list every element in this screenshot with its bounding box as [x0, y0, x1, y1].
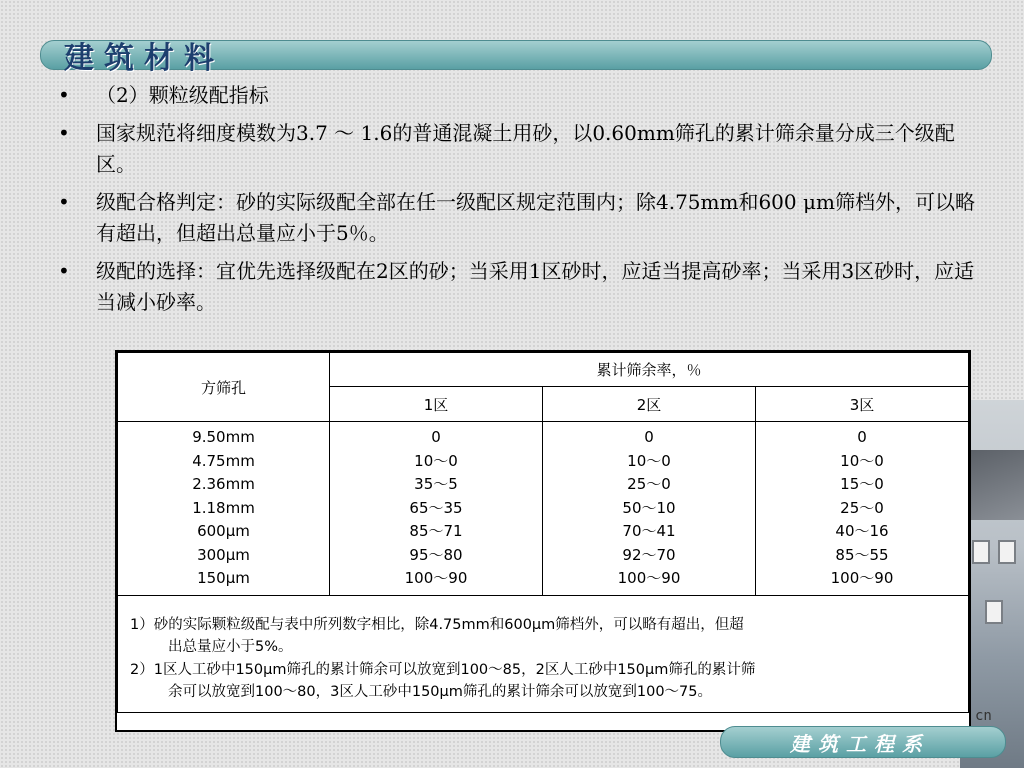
bullet-dot-icon: • [58, 121, 70, 145]
group-header: 累计筛余率，％ [330, 353, 969, 387]
note-item: 2）1区人工砂中150μm筛孔的累计筛余可以放宽到100～85，2区人工砂中150μm筛孔的累计筛 余可以放宽到100～80，3区人工砂中150μm筛孔的累计筛余可以放宽到100～75。 [130, 661, 756, 700]
zone3-column: 0 10～0 15～0 25～0 40～16 85～55 100～90 [756, 422, 969, 596]
bullet-item: • 国家规范将细度模数为3.7 ～ 1.6的普通混凝土用砂，以0.60mm筛孔的累计筛余量分成三个级配区。 [58, 118, 983, 180]
zone2-column: 0 10～0 25～0 50～10 70～41 92～70 100～90 [543, 422, 756, 596]
zone-header: 2区 [543, 387, 756, 422]
slide-title: 建筑材料 [64, 41, 224, 76]
bullet-dot-icon: • [58, 259, 70, 283]
bullet-item: • 级配的选择：宜优先选择级配在2区的砂；当采用1区砂时，应适当提高砂率；当采用3区砂时，应适当减小砂率。 [58, 256, 983, 318]
bullet-item: • （2）颗粒级配指标 [58, 80, 983, 111]
bullet-list [58, 80, 983, 325]
house-window [985, 600, 1003, 624]
sieve-header: 方筛孔 [118, 353, 330, 422]
grading-table-container [115, 350, 971, 732]
zone-header: 1区 [330, 387, 543, 422]
bullet-item: • 级配合格判定：砂的实际级配全部在任一级配区规定范围内；除4.75mm和600 μm筛档外，可以略有超出，但超出总量应小于5％。 [58, 187, 983, 249]
sieve-column: 9.50mm 4.75mm 2.36mm 1.18mm 600μm 300μm 150μm [118, 422, 330, 596]
zone1-column: 0 10～0 35～5 65～35 85～71 95～80 100～90 [330, 422, 543, 596]
zone-header: 3区 [756, 387, 969, 422]
notes-row [118, 595, 969, 712]
notes-cell [118, 595, 969, 712]
table-row [118, 422, 969, 596]
footer-url: cn [975, 708, 992, 724]
bullet-dot-icon: • [58, 190, 70, 214]
house-window [972, 540, 990, 564]
house-window [998, 540, 1016, 564]
note-item: 1）砂的实际颗粒级配与表中所列数字相比，除4.75mm和600μm筛档外，可以略有超出，但超 出总量应小于5%。 [130, 616, 744, 655]
bullet-dot-icon: • [58, 83, 70, 107]
grading-table [117, 352, 969, 713]
footer-text: 建筑工程系 [790, 732, 930, 756]
